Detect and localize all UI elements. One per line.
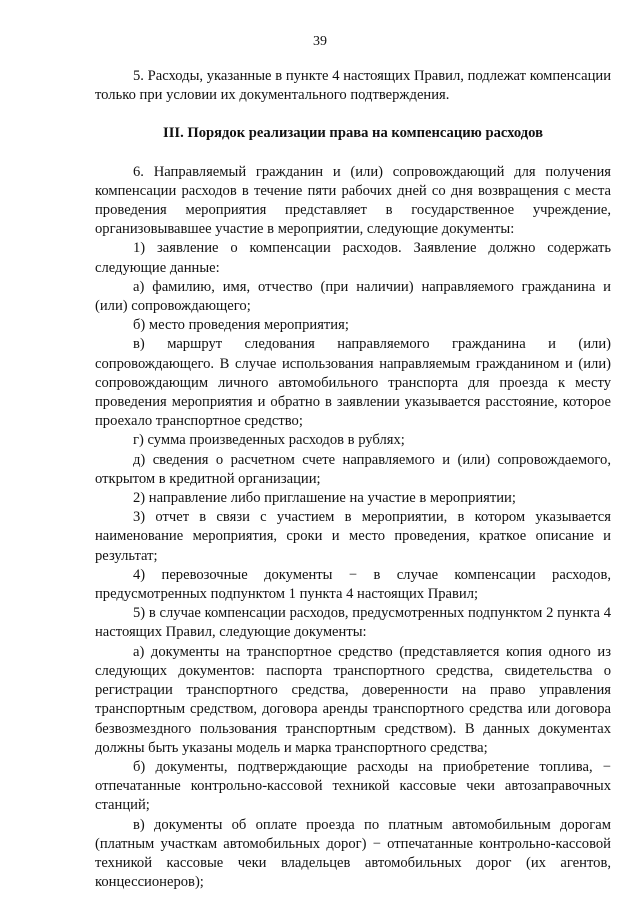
item-3: 3) отчет в связи с участием в мероприятии, в котором указывается наименование мероприятия, сроки и место проведения, краткое описание и результат; bbox=[95, 509, 611, 564]
item-1: 1) заявление о компенсации расходов. Заявление должно содержать следующие данные: bbox=[95, 240, 611, 276]
item-5-a: а) документы на транспортное средство (представляется копия одного из следующих документов: паспорта транспортного средства, свидетельства о регистрации транспортного средства, доверенности на право управления транспортным средством, договора аренды транспортного средства или договора безвозмездного пользования транспортным средством). В данных документах должны быть указаны модель и марка транспортного средства; bbox=[95, 643, 611, 756]
item-4: 4) перевозочные документы − в случае компенсации расходов, предусмотренных подпунктом 1 пункта 4 настоящих Правил; bbox=[95, 566, 611, 603]
item-2: 2) направление либо приглашение на участие в мероприятии; bbox=[133, 490, 516, 507]
paragraph-6: 6. Направляемый гражданин и (или) сопровождающий для получения компенсации расходов в течение пяти рабочих дней со дня возвращения с места проведения мероприятия представляет в государственное учреждение, организовывавшее участие в мероприятии, следующие документы: bbox=[95, 163, 611, 238]
item-1-g: г) сумма произведенных расходов в рублях; bbox=[133, 432, 405, 449]
item-1-a: а) фамилию, имя, отчество (при наличии) направляемого гражданина и (или) сопровождающего; bbox=[95, 278, 611, 315]
item-1-v: в) маршрут следования направляемого гражданина и (или) сопровождающего. В случае использования направляемым гражданином и (или) сопровождающим личного автомобильного транспорта для проезда к месту проведения мероприятия и обратно в заявлении указывается расстояние, которое проехало транспортное средство; bbox=[95, 336, 611, 430]
item-5-b: б) документы, подтверждающие расходы на приобретение топлива, − отпечатанные контрольно-кассовой техникой кассовые чеки автозаправочных станций; bbox=[95, 758, 611, 814]
item-5: 5) в случае компенсации расходов, предусмотренных подпунктом 2 пункта 4 настоящих Правил, следующие документы: bbox=[95, 605, 611, 641]
page-number: 39 bbox=[313, 34, 327, 49]
document-body bbox=[95, 67, 611, 892]
section-heading: III. Порядок реализации права на компенсацию расходов bbox=[163, 125, 543, 142]
paragraph-5: 5. Расходы, указанные в пункте 4 настоящих Правил, подлежат компенсации только при условии их документального подтверждения. bbox=[95, 68, 611, 104]
item-1-b: б) место проведения мероприятия; bbox=[133, 317, 349, 334]
item-5-v: в) документы об оплате проезда по платным автомобильным дорогам (платным участкам автомобильных дорог) − отпечатанные контрольно-кассовой техникой кассовые чеки владельцев автомобильных дорог (их агентов, концессионеров); bbox=[95, 816, 611, 891]
item-1-d: д) сведения о расчетном счете направляемого и (или) сопровождаемого, открытом в кредитной организации; bbox=[95, 451, 611, 487]
